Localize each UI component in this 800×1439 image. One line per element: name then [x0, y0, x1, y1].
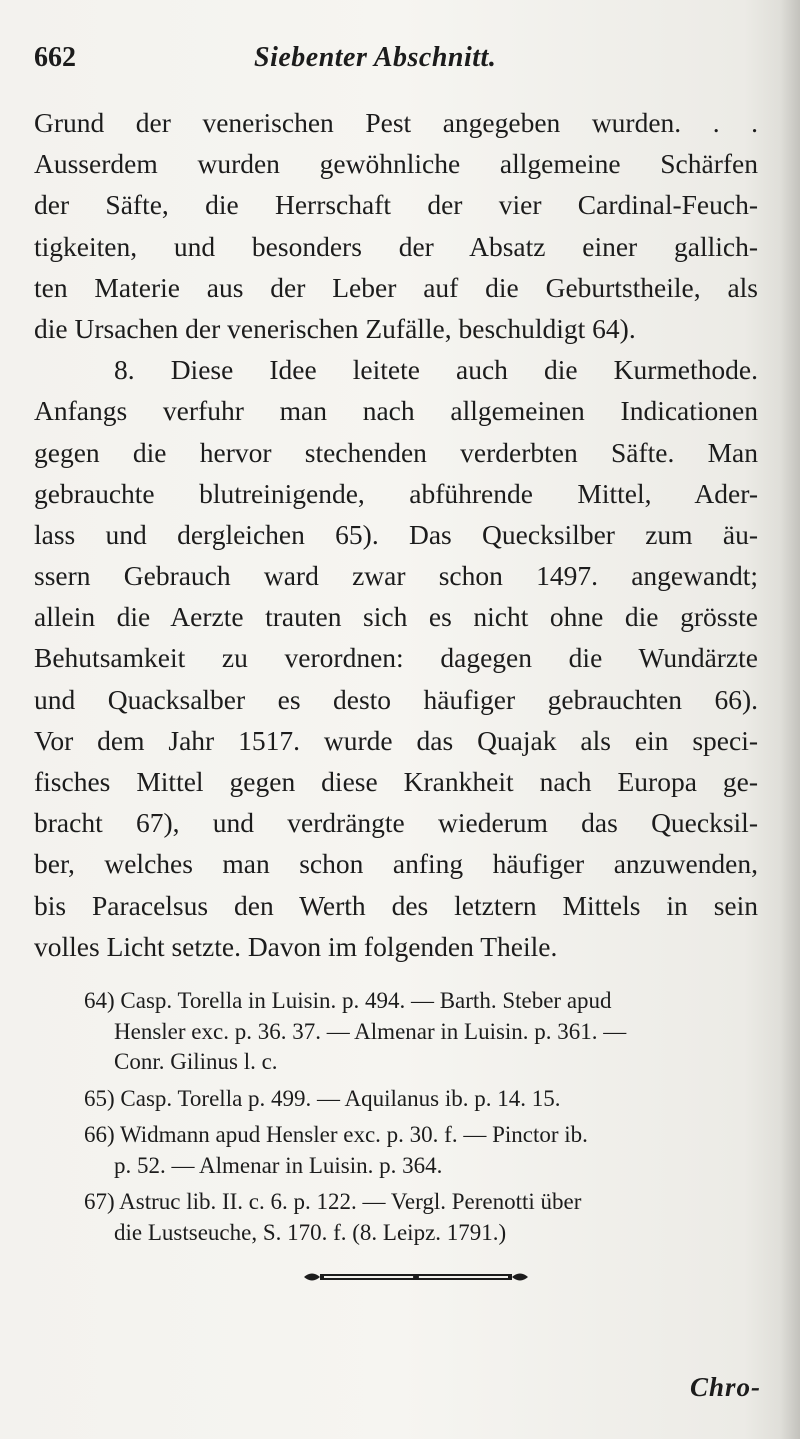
text-line: Grund der venerischen Pest angegeben wurden. . . [34, 107, 758, 138]
footnote-line: Hensler exc. p. 36. 37. — Almenar in Luisin. p. 361. — [114, 1018, 627, 1044]
ornament-rule [300, 1266, 532, 1288]
text-line: ber, welches man schon anfing häufiger anzuwenden, [34, 848, 758, 880]
text-line: Behutsamkeit zu verordnen: dagegen die Wundärzte [34, 642, 758, 674]
text-line: ssern Gebrauch ward zwar schon 1497. angewandt; [34, 560, 758, 592]
catchword: Chro- [690, 1372, 762, 1402]
text-line: und Quacksalber es desto häufiger gebrauchten 66). [34, 683, 758, 715]
footnote-line: Conr. Gilinus l. c. [114, 1049, 278, 1074]
text-line: bracht 67), und verdrängte wiederum das Quecksil- [34, 807, 758, 839]
footnote-line: 67) Astruc lib. II. c. 6. p. 122. — Vergl. Perenotti über [84, 1189, 582, 1214]
text-line: ten Materie aus der Leber auf die Geburtstheile, als [34, 271, 758, 303]
footnote-line: die Lustseuche, S. 170. f. (8. Leipz. 1791.) [114, 1219, 507, 1245]
footnote-line: p. 52. — Almenar in Luisin. p. 364. [114, 1152, 443, 1178]
footnotes [84, 986, 768, 1248]
text-line: volles Licht setzte. Davon im folgenden Theile. [34, 930, 558, 962]
text-line: Anfangs verfuhr man nach allgemeinen Indicationen [34, 395, 758, 427]
footnote-line: 65) Casp. Torella p. 499. — Aquilanus ib. p. 14. 15. [84, 1085, 561, 1111]
text-line: die Ursachen der venerischen Zufälle, beschuldigt 64). [34, 312, 636, 344]
running-head: Siebenter Abschnitt. [254, 42, 497, 73]
main-text [34, 102, 758, 967]
text-line: Ausserdem wurden gewöhnliche allgemeine Schärfen [34, 148, 758, 180]
text-line: der Säfte, die Herrschaft der vier Cardinal-Feuch- [34, 189, 758, 221]
text-line: gebrauchte blutreinigende, abführende Mittel, Ader- [34, 477, 758, 509]
page-number: 662 [34, 42, 76, 73]
text-line: allein die Aerzte trauten sich es nicht ohne die grösste [34, 601, 758, 633]
text-line: lass und dergleichen 65). Das Quecksilber zum äu- [34, 518, 758, 550]
footnote-line: 66) Widmann apud Hensler exc. p. 30. f. — Pinctor ib. [84, 1122, 588, 1147]
text-line: bis Paracelsus den Werth des letztern Mittels in sein [34, 889, 758, 921]
text-line: tigkeiten, und besonders der Absatz einer gallich- [34, 230, 758, 262]
page-header [34, 42, 754, 86]
footnote-line: 64) Casp. Torella in Luisin. p. 494. — Barth. Steber apud [84, 988, 612, 1013]
text-line: 8. Diese Idee leitete auch die Kurmethode. [114, 354, 758, 386]
text-line: gegen die hervor stechenden verderbten Säfte. Man [34, 436, 758, 468]
text-line: fisches Mittel gegen diese Krankheit nach Europa ge- [34, 766, 758, 797]
text-line: Vor dem Jahr 1517. wurde das Quajak als ein speci- [34, 724, 758, 756]
page-edge-shadow [780, 0, 800, 1439]
